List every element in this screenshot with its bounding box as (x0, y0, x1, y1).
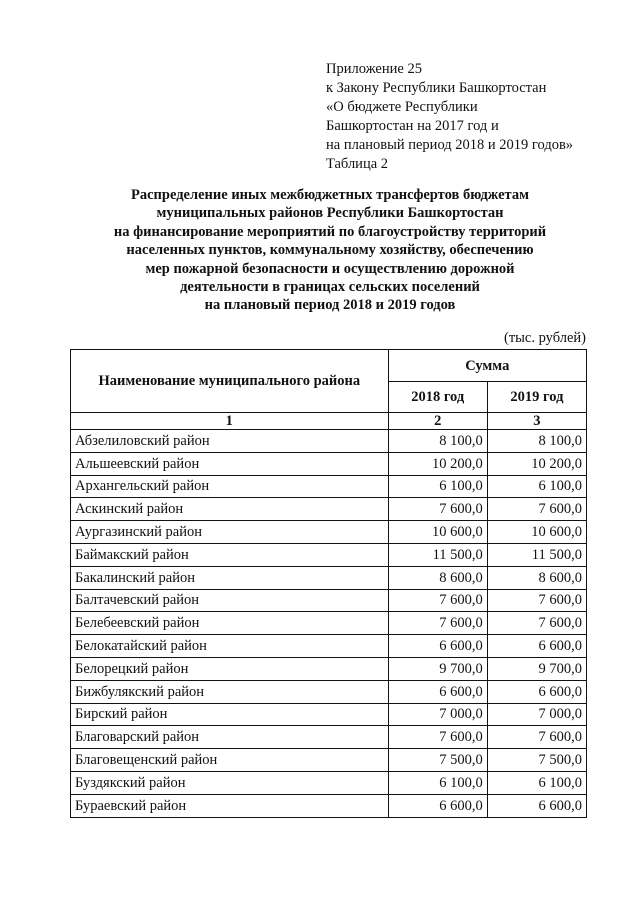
amount-2018-cell: 6 100,0 (388, 771, 487, 794)
annex-law-title-1: «О бюджете Республики (326, 99, 478, 115)
amount-2018-cell: 7 600,0 (388, 498, 487, 521)
table-body (71, 430, 587, 818)
amount-2018-cell: 6 600,0 (388, 635, 487, 658)
amount-2018-cell: 6 600,0 (388, 794, 487, 817)
table-row (71, 794, 587, 817)
amount-2019-cell: 8 100,0 (487, 430, 586, 453)
amount-2018-cell: 7 600,0 (388, 612, 487, 635)
amount-2019-cell: 6 100,0 (487, 771, 586, 794)
table-row (71, 521, 587, 544)
amount-2018-cell: 7 600,0 (388, 726, 487, 749)
amount-2018-cell: 7 600,0 (388, 589, 487, 612)
amount-2019-cell: 6 600,0 (487, 635, 586, 658)
title-line: мер пожарной безопасности и осуществлению дорожной (145, 260, 515, 277)
header-sum: Сумма (388, 350, 586, 382)
table-row (71, 452, 587, 475)
amount-2019-cell: 11 500,0 (487, 543, 586, 566)
district-name-cell: Белорецкий район (71, 657, 389, 680)
district-name-cell: Балтачевский район (71, 589, 389, 612)
budget-table (70, 349, 587, 818)
district-name-cell: Буздякский район (71, 771, 389, 794)
amount-2019-cell: 8 600,0 (487, 566, 586, 589)
district-name-cell: Аскинский район (71, 498, 389, 521)
column-number-2: 2 (388, 413, 487, 430)
amount-2019-cell: 7 600,0 (487, 612, 586, 635)
title-line: на финансирование мероприятий по благоустройству территорий (113, 223, 547, 240)
title-line: Распределение иных межбюджетных трансфертов бюджетам (131, 187, 529, 203)
district-name-cell: Альшеевский район (71, 452, 389, 475)
header-year-2018: 2018 год (388, 382, 487, 413)
table-row (71, 771, 587, 794)
amount-2018-cell: 11 500,0 (388, 543, 487, 566)
amount-2019-cell: 10 200,0 (487, 452, 586, 475)
district-name-cell: Аургазинский район (71, 521, 389, 544)
district-name-cell: Бакалинский район (71, 566, 389, 589)
column-number-row (71, 413, 587, 430)
table-row (71, 703, 587, 726)
amount-2018-cell: 10 200,0 (388, 452, 487, 475)
units-label: (тыс. рублей) (504, 330, 586, 346)
table-row (71, 749, 587, 772)
amount-2019-cell: 6 600,0 (487, 680, 586, 703)
district-name-cell: Бураевский район (71, 794, 389, 817)
amount-2019-cell: 7 000,0 (487, 703, 586, 726)
amount-2018-cell: 8 100,0 (388, 430, 487, 453)
amount-2019-cell: 6 600,0 (487, 794, 586, 817)
document-title (60, 186, 600, 315)
district-name-cell: Благоварский район (71, 726, 389, 749)
amount-2018-cell: 8 600,0 (388, 566, 487, 589)
table-row (71, 430, 587, 453)
amount-2018-cell: 9 700,0 (388, 657, 487, 680)
amount-2019-cell: 9 700,0 (487, 657, 586, 680)
annex-law-reference: к Закону Республики Башкортостан (326, 80, 547, 96)
district-name-cell: Белокатайский район (71, 635, 389, 658)
amount-2019-cell: 7 600,0 (487, 726, 586, 749)
amount-2019-cell: 7 600,0 (487, 498, 586, 521)
district-name-cell: Абзелиловский район (71, 430, 389, 453)
table-row (71, 680, 587, 703)
column-number-1: 1 (71, 413, 389, 430)
table-row (71, 498, 587, 521)
column-number-3: 3 (487, 413, 586, 430)
district-name-cell: Бижбулякский район (71, 680, 389, 703)
table-row (71, 543, 587, 566)
amount-2019-cell: 10 600,0 (487, 521, 586, 544)
header-district-name: Наименование муниципального района (71, 350, 389, 413)
annex-law-title-3: на плановый период 2018 и 2019 годов» (326, 137, 574, 153)
district-name-cell: Благовещенский район (71, 749, 389, 772)
annex-number: Приложение 25 (326, 61, 422, 77)
table-row (71, 726, 587, 749)
title-line: на плановый период 2018 и 2019 годов (204, 297, 456, 314)
district-name-cell: Архангельский район (71, 475, 389, 498)
table-row (71, 589, 587, 612)
title-line: населенных пунктов, коммунальному хозяйству, обеспечению (126, 242, 534, 259)
amount-2018-cell: 6 600,0 (388, 680, 487, 703)
amount-2018-cell: 10 600,0 (388, 521, 487, 544)
annex-header (326, 60, 573, 174)
table-row (71, 635, 587, 658)
amount-2018-cell: 7 000,0 (388, 703, 487, 726)
amount-2018-cell: 6 100,0 (388, 475, 487, 498)
header-year-2019: 2019 год (487, 382, 586, 413)
amount-2019-cell: 7 600,0 (487, 589, 586, 612)
district-name-cell: Бирский район (71, 703, 389, 726)
amount-2018-cell: 7 500,0 (388, 749, 487, 772)
amount-2019-cell: 7 500,0 (487, 749, 586, 772)
district-name-cell: Белебеевский район (71, 612, 389, 635)
table-header-row (71, 350, 587, 382)
title-line: муниципальных районов Республики Башкортостан (156, 205, 504, 222)
district-name-cell: Баймакский район (71, 543, 389, 566)
table-row (71, 612, 587, 635)
amount-2019-cell: 6 100,0 (487, 475, 586, 498)
table-row (71, 475, 587, 498)
annex-law-title-2: Башкортостан на 2017 год и (326, 118, 499, 134)
table-number: Таблица 2 (326, 156, 389, 172)
table-row (71, 657, 587, 680)
table-row (71, 566, 587, 589)
title-line: деятельности в границах сельских поселений (180, 279, 480, 296)
